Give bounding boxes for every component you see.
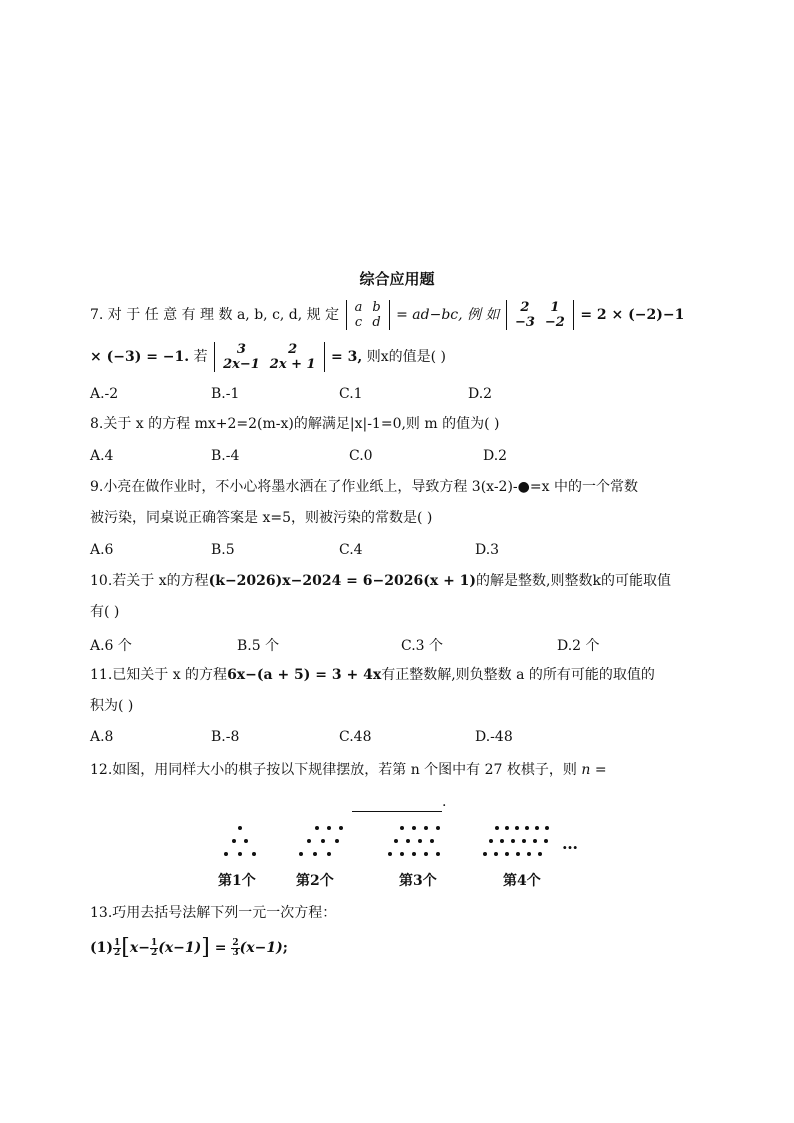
q7-option-b: B.-1 xyxy=(211,386,240,402)
q11-option-d: D.-48 xyxy=(475,729,513,745)
question-10-line-1: 10.若关于 x的方程(k−2026)x−2024 = 6−2026(x + 1)的解是整数,则整数k的可能取值 xyxy=(90,573,671,589)
q11-equation: 6x−(a + 5) = 3 + 4x xyxy=(227,667,382,683)
q9-option-a: A.6 xyxy=(90,542,114,558)
q10-option-d: D.2 个 xyxy=(557,638,600,654)
question-10-line-2: 有( ) xyxy=(90,604,120,620)
question-7-line-2 xyxy=(90,342,446,372)
question-13-equation-1: (1) $\frac{1}{2}$ [x− $\frac{1}{2}$ (x−1)] = $\frac{2}{3}$ (x−1); xyxy=(90,935,288,960)
q7-example-rhs: = 2 × (−2)−1 xyxy=(580,307,685,323)
q7-equals-3: = 3, xyxy=(331,349,363,365)
question-9-line-2: 被污染，同桌说正确答案是 x=5，则被污染的常数是( ) xyxy=(90,510,433,526)
figure-1-dots xyxy=(220,826,270,858)
q8-option-b: B.-4 xyxy=(211,448,240,464)
q9-option-d: D.3 xyxy=(475,542,500,558)
figure-2-dots xyxy=(297,826,357,858)
definition-determinant: a b c d xyxy=(346,300,390,330)
q7-if: 若 xyxy=(193,349,208,365)
figure-4-label: 第4个 xyxy=(503,873,541,889)
figure-ellipsis: … xyxy=(562,834,578,853)
q7-example-end: × (−3) = −1. xyxy=(90,349,190,365)
question-11-line-1: 11.已知关于 x 的方程6x−(a + 5) = 3 + 4x有正整数解,则负整数 a 的所有可能的取值的 xyxy=(90,667,655,683)
question-12-line-1: 12.如图，用同样大小的棋子按以下规律摆放，若第 n 个图中有 27 枚棋子，则 n = xyxy=(90,762,607,778)
q8-option-a: A.4 xyxy=(90,448,114,464)
q12-answer-blank: . xyxy=(352,792,446,812)
question-13-line-1: 13.巧用去括号法解下列一元一次方程： xyxy=(90,905,337,921)
question-9-line-1: 9.小亮在做作业时，不小心将墨水洒在了作业纸上，导致方程 3(x-2)-●=x 中的一个常数 xyxy=(90,479,638,495)
q8-option-d: D.2 xyxy=(483,448,508,464)
q7-option-d: D.2 xyxy=(468,386,493,402)
q10-equation: (k−2026)x−2024 = 6−2026(x + 1) xyxy=(208,573,477,589)
q7-intro: 7. 对 于 任 意 有 理 数 a, b, c, d, 规 定 xyxy=(90,307,340,323)
figure-2-label: 第2个 xyxy=(296,873,334,889)
q12-n-variable: n = xyxy=(581,762,607,778)
example-determinant: 2 1 −3 −2 xyxy=(506,300,574,330)
section-title: 综合应用题 xyxy=(359,270,435,288)
q8-option-c: C.0 xyxy=(349,448,373,464)
q9-option-c: C.4 xyxy=(339,542,363,558)
q7-option-c: C.1 xyxy=(339,386,363,402)
q10-option-c: C.3 个 xyxy=(401,638,444,654)
question-11-line-2: 积为( ) xyxy=(90,698,134,714)
q11-option-a: A.8 xyxy=(90,729,114,745)
question-8: 8.关于 x 的方程 mx+2=2(m-x)的解满足|x|-1=0,则 m 的值为( ) xyxy=(90,416,500,432)
q7-ask: 则x的值是( ) xyxy=(366,349,447,365)
q9-option-b: B.5 xyxy=(211,542,235,558)
q11-option-b: B.-8 xyxy=(211,729,240,745)
question-7-line-1 xyxy=(90,300,684,330)
figure-3-label: 第3个 xyxy=(399,873,437,889)
q7-option-a: A.-2 xyxy=(90,386,119,402)
q10-option-b: B.5 个 xyxy=(237,638,280,654)
q10-option-a: A.6 个 xyxy=(90,638,132,654)
figure-1-label: 第1个 xyxy=(218,873,256,889)
q11-option-c: C.48 xyxy=(339,729,372,745)
figure-3-dots xyxy=(386,826,456,858)
figure-4-dots xyxy=(481,826,561,858)
q7-definition-rhs: = ad−bc, 例 如 xyxy=(396,307,500,323)
question-determinant: 3 2 2x−1 2x + 1 xyxy=(214,342,325,372)
